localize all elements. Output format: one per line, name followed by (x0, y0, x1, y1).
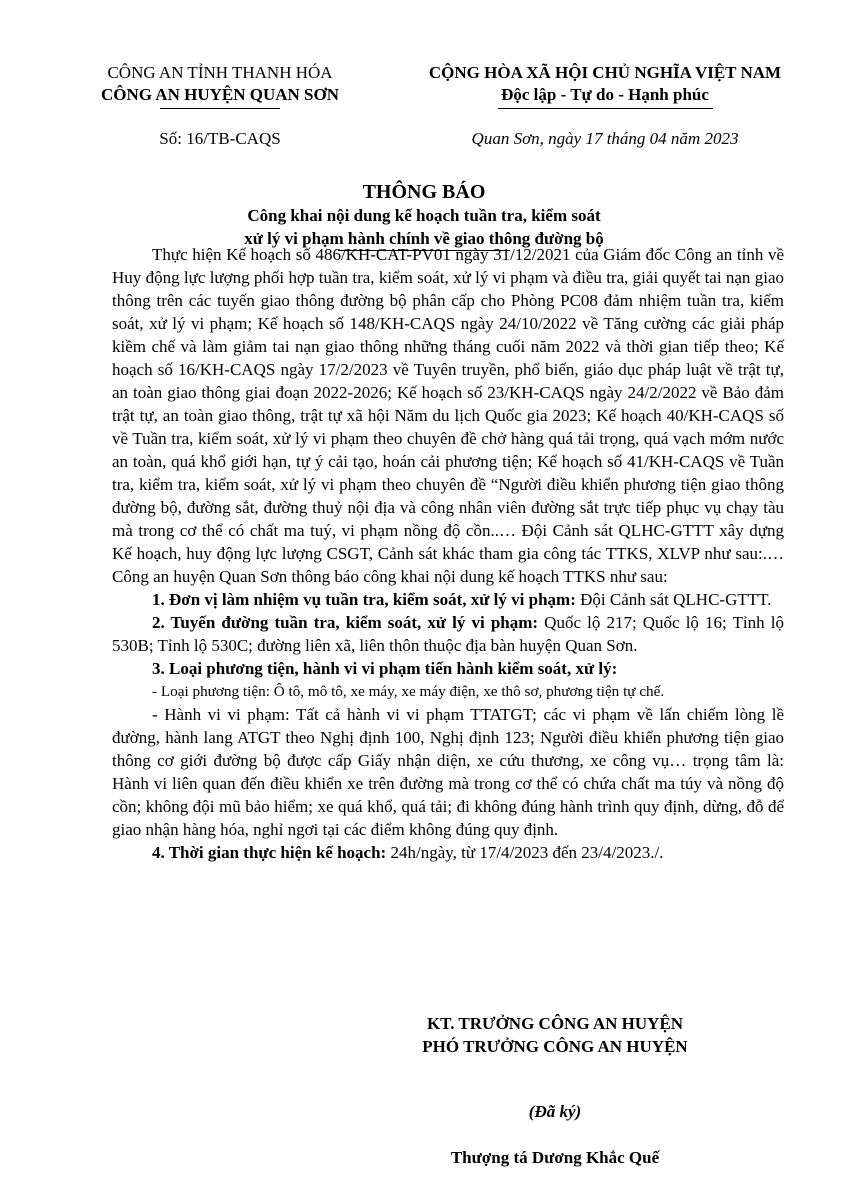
motto-underline (498, 108, 713, 109)
agency-header (95, 62, 345, 109)
intro-paragraph: Thực hiện Kế hoạch số 486/KH-CAT-PV01 ngày 31/12/2021 của Giám đốc Công an tỉnh về Huy động lực lượng phối hợp tuần tra, kiểm soát, xử lý vi phạm và điều tra, giải quyết tai nạn giao thông trên các tuyến giao thông đường bộ phân cấp cho Phòng PC08 đảm nhiệm tuần tra, kiểm soát, xử lý vi phạm; Kế hoạch số 148/KH-CAQS ngày 24/10/2022 về Tăng cường các giải pháp kiềm chế và làm giảm tai nạn giao thông những tháng cuối năm 2022 và thời gian tiếp theo; Kế hoạch số 16/KH-CAQS ngày 17/2/2023 về Tuyên truyền, phổ biến, giáo dục pháp luật về trật tự, an toàn giao thông giai đoạn 2022-2026; Kế hoạch số 23/KH-CAQS ngày 24/2/2022 về Bảo đảm trật tự, an toàn giao thông, trật tự xã hội Năm du lịch Quốc gia 2023; Kế hoạch 40/KH-CAQS số về Tuần tra, kiểm soát, xử lý vi phạm theo chuyên đề chở hàng quá tải trọng, quá vạch mớm nước an toàn, quá khổ giới hạn, tự ý cải tạo, hoán cải phương tiện; Kế hoạch số 41/KH-CAQS về Tuần tra, kiểm tra, kiểm soát, xử lý vi phạm theo chuyên đề “Người điều khiển phương tiện giao thông đường bộ, đường sắt, đường thuỷ nội địa và công nhân viên đường sắt trực tiếp phục vụ chạy tàu mà trong cơ thể có chất ma tuý, vi phạm nồng độ cồn..… Đội Cảnh sát QLHC-GTTT xây dựng Kế hoạch, huy động lực lượng CSGT, Cảnh sát khác tham gia công tác TTKS, XLVP như sau:.… Công an huyện Quan Sơn thông báo công khai nội dung kế hoạch TTKS như sau: (112, 245, 784, 586)
section-1-heading: 1. Đơn vị làm nhiệm vụ tuần tra, kiểm soát, xử lý vi phạm: (152, 590, 576, 609)
place-date: Quan Sơn, ngày 17 tháng 04 năm 2023 (471, 129, 739, 148)
country-name: CỘNG HÒA XÃ HỘI CHỦ NGHĨA VIỆT NAM (428, 63, 782, 82)
national-motto: Độc lập - Tự do - Hạnh phúc (501, 85, 709, 104)
section-4-text: 24h/ngày, từ 17/4/2023 đến 23/4/2023./. (386, 843, 664, 862)
document-body (112, 243, 784, 864)
section-1-text: Đội Cảnh sát QLHC-GTTT. (575, 590, 772, 609)
agency-underline (160, 108, 280, 109)
national-header (405, 62, 805, 109)
signature-block (380, 1012, 730, 1058)
agency-parent: CÔNG AN TỈNH THANH HÓA (107, 63, 333, 82)
section-2 (112, 611, 784, 657)
signed-note: (Đã ký) (528, 1102, 582, 1121)
section-4 (112, 841, 784, 864)
section-2-text: Quốc lộ 217; Quốc lộ 16; Tỉnh lộ 530B; Tỉnh lộ 530C; đường liên xã, liên thôn thuộc địa bàn huyện Quan Sơn. (112, 613, 784, 655)
section-4-heading: 4. Thời gian thực hiện kế hoạch: (152, 843, 387, 862)
section-3-violations: - Hành vi vi phạm: Tất cả hành vi vi phạm TTATGT; các vi phạm về lấn chiếm lòng lề đường, hành lang ATGT theo Nghị định 100, Nghị định 123; Người điều khiển phương tiện giao thông cơ giới đường bộ được cấp Giấy nhận diện, xe cứu thương, xe công vụ… trọng tâm là: Hành vi liên quan đến điều khiển xe trên đường mà trong cơ thể có chứa chất ma túy và nồng độ cồn; không đội mũ bảo hiểm; xe quá khổ, quá tải; đi không đúng hành trình quy định, dừng, đỗ để giao nhận hàng hóa, nghỉ ngơi tại các điểm không đúng quy định. (112, 705, 784, 839)
title-line-1: Công khai nội dung kế hoạch tuần tra, kiểm soát (247, 206, 601, 225)
signer-name: Thượng tá Dương Khắc Quế (450, 1148, 660, 1167)
title-line-2: xử lý vi phạm hành chính về giao thông đường bộ (244, 229, 604, 248)
document-number: Số: 16/TB-CAQS (159, 129, 281, 148)
section-1 (112, 588, 784, 611)
signature-title-2: PHÓ TRƯỞNG CÔNG AN HUYỆN (422, 1037, 688, 1056)
section-3-vehicles: - Loại phương tiện: Ô tô, mô tô, xe máy, xe máy điện, xe thô sơ, phương tiện tự chế. (152, 683, 665, 700)
title-main: THÔNG BÁO (362, 181, 486, 203)
agency-name: CÔNG AN HUYỆN QUAN SƠN (100, 85, 340, 104)
signature-title-1: KT. TRƯỞNG CÔNG AN HUYỆN (426, 1014, 684, 1033)
section-3-heading: 3. Loại phương tiện, hành vi vi phạm tiến hành kiểm soát, xử lý: (152, 659, 618, 678)
section-2-heading: 2. Tuyến đường tuần tra, kiểm soát, xử lý vi phạm: (152, 613, 539, 632)
document-title (0, 180, 848, 251)
